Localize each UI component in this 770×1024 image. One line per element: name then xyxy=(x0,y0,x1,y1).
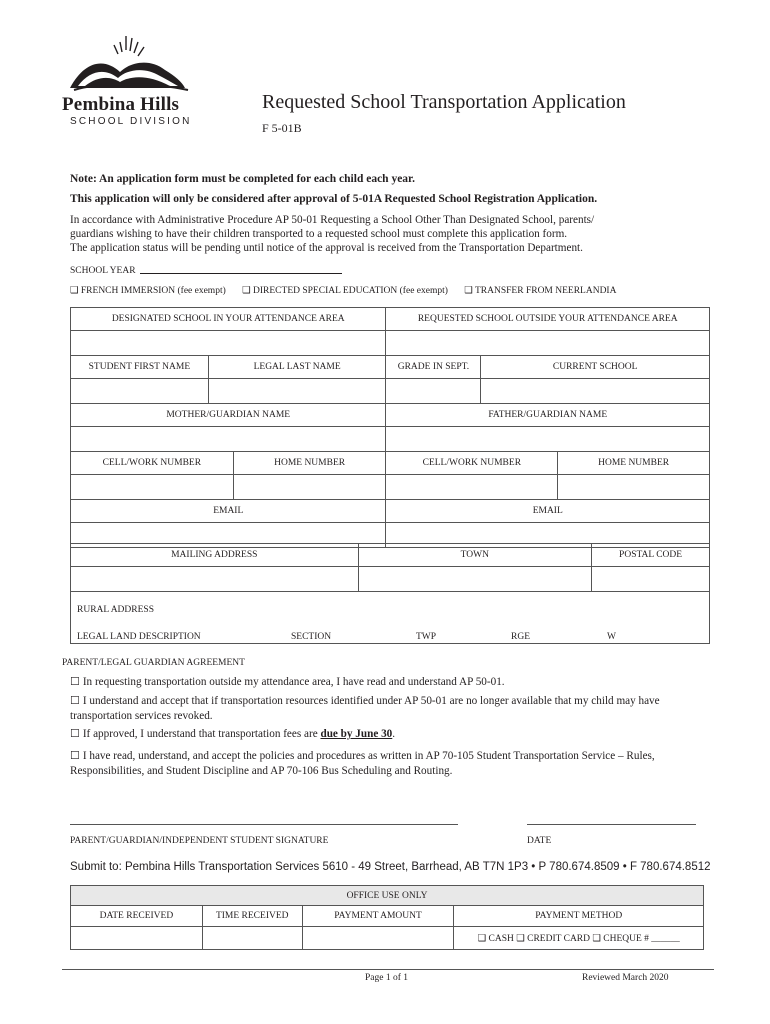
father-guardian-field[interactable] xyxy=(386,427,710,452)
grade-field[interactable] xyxy=(386,379,481,404)
mother-cell-label: CELL/WORK NUMBER xyxy=(71,452,234,475)
school-year-field[interactable] xyxy=(70,266,342,276)
father-cell-field[interactable] xyxy=(386,475,558,500)
mother-guardian-label: MOTHER/GUARDIAN NAME xyxy=(71,404,386,427)
current-school-field[interactable] xyxy=(481,379,710,404)
payment-amount-label: PAYMENT AMOUNT xyxy=(302,906,454,927)
rural-address-label: RURAL ADDRESS xyxy=(77,605,154,615)
requested-school-label: REQUESTED SCHOOL OUTSIDE YOUR ATTENDANCE AREA xyxy=(386,308,710,331)
intro-line: In accordance with Administrative Procedure AP 50-01 Requesting a School Other Than Designated School, parents/ xyxy=(70,214,595,226)
agreement-item-3[interactable] xyxy=(70,727,710,742)
grade-label: GRADE IN SEPT. xyxy=(386,356,481,379)
mother-cell-field[interactable] xyxy=(71,475,234,500)
intro-paragraph xyxy=(70,213,710,255)
agreement-item-3-end: . xyxy=(392,728,396,740)
signature-line[interactable] xyxy=(70,824,458,825)
postal-code-label: POSTAL CODE xyxy=(592,544,710,567)
designated-school-field[interactable] xyxy=(71,331,386,356)
page-number: Page 1 of 1 xyxy=(365,973,409,983)
mother-guardian-field[interactable] xyxy=(71,427,386,452)
agreement-item-4[interactable]: ☐ I have read, understand, and accept the policies and procedures as written in AP 70-105 Student Transportation Service – Rules, Responsibilities, and Student Discipline and AP 70-106 Bus Scheduling and Routing. xyxy=(70,750,655,777)
town-field[interactable] xyxy=(358,567,592,592)
payment-method-options[interactable]: ❑ CASH ❑ CREDIT CARD ❑ CHEQUE # ______ xyxy=(454,927,704,950)
form-number: F 5-01B xyxy=(262,121,302,135)
payment-amount-field[interactable] xyxy=(302,927,454,950)
mother-home-label: HOME NUMBER xyxy=(233,452,386,475)
school-year-line[interactable] xyxy=(140,273,342,274)
father-guardian-label: FATHER/GUARDIAN NAME xyxy=(386,404,710,427)
agreement-item-3-text: ☐ If approved, I understand that transportation fees are xyxy=(70,728,321,740)
signature-label: PARENT/GUARDIAN/INDEPENDENT STUDENT SIGNATURE xyxy=(70,836,329,846)
rge-label: RGE xyxy=(511,632,530,642)
footer-divider xyxy=(62,969,714,970)
student-first-name-field[interactable] xyxy=(71,379,209,404)
father-home-label: HOME NUMBER xyxy=(558,452,710,475)
intro-line: guardians wishing to have their children transported to a requested school must complete this application form. xyxy=(70,228,568,240)
requested-school-field[interactable] xyxy=(386,331,710,356)
option-directed-special-ed[interactable]: ❑ DIRECTED SPECIAL EDUCATION (fee exempt) xyxy=(242,286,448,296)
twp-label: TWP xyxy=(416,632,437,642)
time-received-label: TIME RECEIVED xyxy=(202,906,302,927)
student-info-table xyxy=(70,307,710,548)
legal-land-label: LEGAL LAND DESCRIPTION xyxy=(77,632,201,642)
w-label: W xyxy=(607,632,616,642)
office-use-table xyxy=(70,885,704,950)
current-school-label: CURRENT SCHOOL xyxy=(481,356,710,379)
postal-code-field[interactable] xyxy=(592,567,710,592)
intro-line: The application status will be pending until notice of the approval is received from the Transportation Department. xyxy=(70,242,583,254)
mother-home-field[interactable] xyxy=(233,475,386,500)
note-each-child: Note: An application form must be completed for each child each year. xyxy=(70,173,415,185)
mailing-address-field[interactable] xyxy=(71,567,359,592)
date-label: DATE xyxy=(527,836,552,846)
rural-address-box[interactable] xyxy=(70,591,710,644)
agreement-item-2[interactable]: ☐ I understand and accept that if transportation resources identified under AP 50-01 are no longer available that my child may have transportation services revoked. xyxy=(70,695,660,722)
designated-school-label: DESIGNATED SCHOOL IN YOUR ATTENDANCE AREA xyxy=(71,308,386,331)
school-year-label: SCHOOL YEAR xyxy=(70,266,136,276)
mother-email-label: EMAIL xyxy=(71,500,386,523)
option-transfer-neerlandia[interactable]: ❑ TRANSFER FROM NEERLANDIA xyxy=(464,286,617,296)
section-label: SECTION xyxy=(291,632,332,642)
option-french-immersion[interactable]: ❑ FRENCH IMMERSION (fee exempt) xyxy=(70,286,226,296)
legal-last-name-field[interactable] xyxy=(208,379,386,404)
due-date: due by June 30 xyxy=(320,728,393,740)
office-use-heading: OFFICE USE ONLY xyxy=(71,886,704,906)
date-line[interactable] xyxy=(527,824,696,825)
agreement-item-1[interactable]: ☐ In requesting transportation outside my attendance area, I have read and understand AP 50-01. xyxy=(70,676,505,688)
time-received-field[interactable] xyxy=(202,927,302,950)
father-email-label: EMAIL xyxy=(386,500,710,523)
mailing-address-label: MAILING ADDRESS xyxy=(71,544,359,567)
father-home-field[interactable] xyxy=(558,475,710,500)
date-received-label: DATE RECEIVED xyxy=(71,906,203,927)
form-title: Requested School Transportation Application xyxy=(262,91,626,113)
program-options xyxy=(70,285,630,296)
student-first-name-label: STUDENT FIRST NAME xyxy=(71,356,209,379)
agreement-heading: PARENT/LEGAL GUARDIAN AGREEMENT xyxy=(62,658,245,668)
father-cell-label: CELL/WORK NUMBER xyxy=(386,452,558,475)
payment-method-label: PAYMENT METHOD xyxy=(454,906,704,927)
note-approval: This application will only be considered after approval of 5-01A Requested School Registration Application. xyxy=(70,193,598,205)
legal-last-name-label: LEGAL LAST NAME xyxy=(208,356,386,379)
submit-instructions: Submit to: Pembina Hills Transportation Services 5610 - 49 Street, Barrhead, AB T7N 1P3 • P 780.674.8509 • F 780.674.8512 xyxy=(70,861,711,873)
reviewed-date: Reviewed March 2020 xyxy=(582,973,669,983)
date-received-field[interactable] xyxy=(71,927,203,950)
org-name: Pembina Hills xyxy=(62,94,180,115)
address-table xyxy=(70,543,710,592)
org-subtitle: SCHOOL DIVISION xyxy=(70,116,192,127)
town-label: TOWN xyxy=(358,544,592,567)
